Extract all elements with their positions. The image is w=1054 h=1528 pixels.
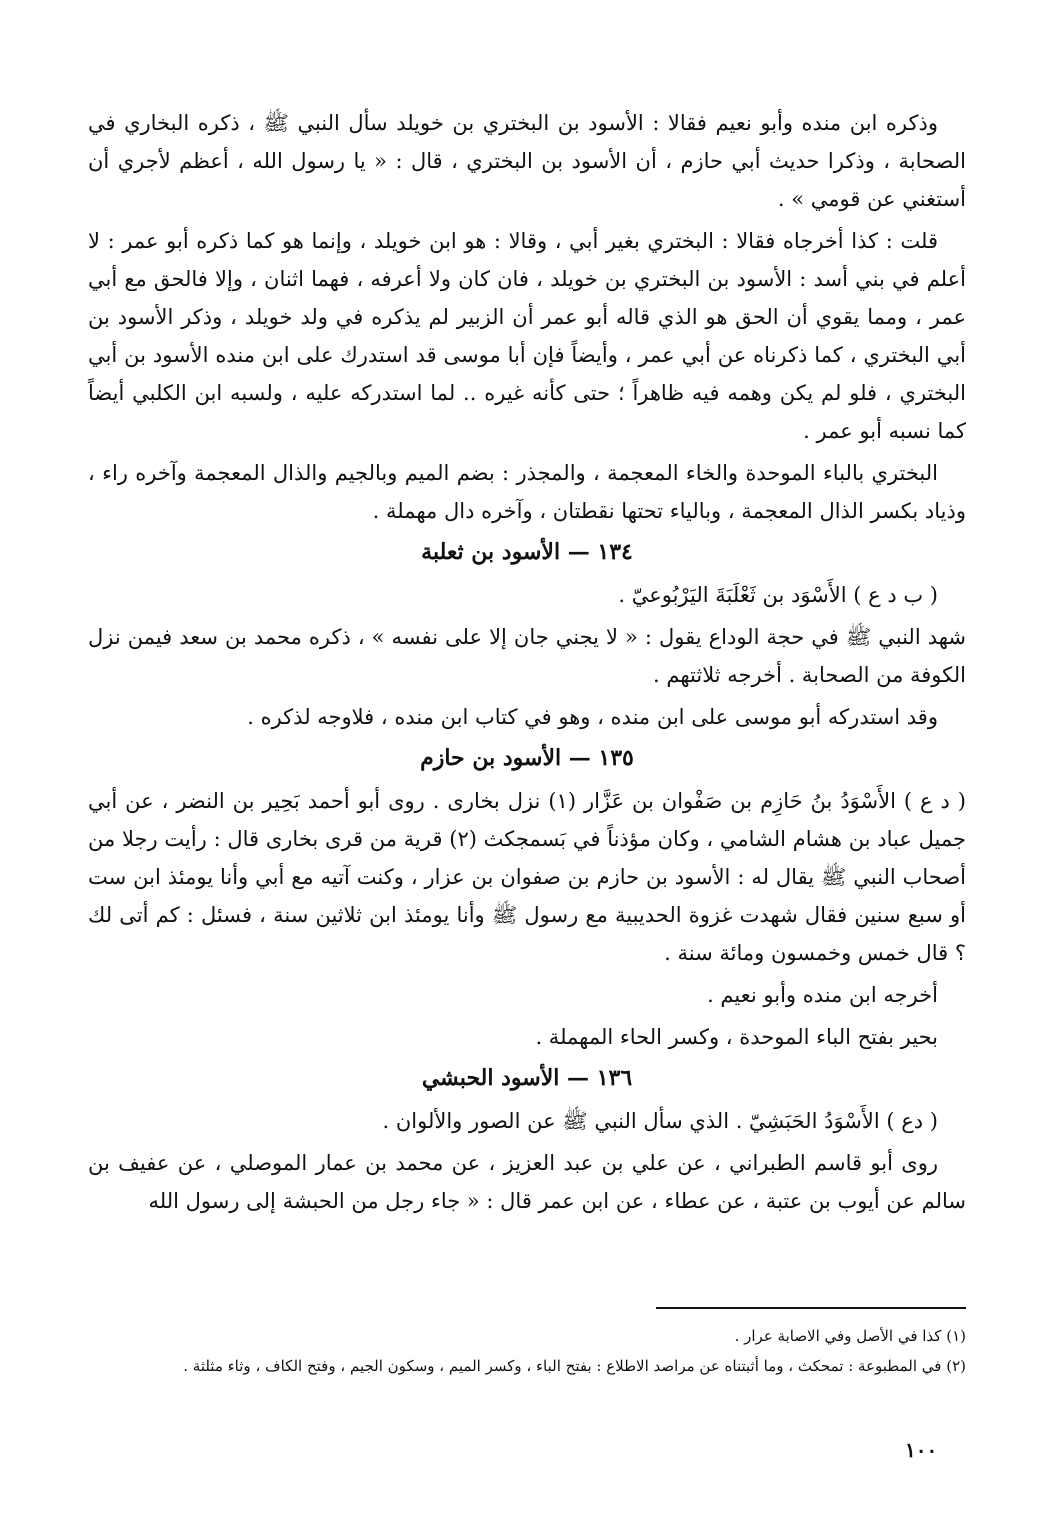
paragraph: البختري بالباء الموحدة والخاء المعجمة ، والمجذر : بضم الميم وبالجيم والذال المعجمة وآخره راء ، وذياد بكسر الذال المعجمة ، وبالياء تحتها نقطتان ، وآخره دال مهملة . — [88, 461, 966, 523]
paragraph: ( د ع ) الأَسْوَدُ بنُ حَازِم بن صَفْوان بن عَزَّار (١) نزل بخارى . روى أبو أحمد بَحِير بن النضر ، عن أبي جميل عباد بن هشام الشامي ، وكان مؤذناً في بَسمجكث (٢) قرية من قرى بخارى قال : رأيت رجلا من أصحاب النبي ﷺ يقال له : الأسود بن حازم بن صفوان بن عزار ، وكنت آتيه مع أبي وأنا يومئذ ابن ست أو سبع سنين فقال شهدت غزوة الحديبية مع رسول ﷺ وأنا يومئذ ابن ثلاثين سنة ، فسئل : كم أتى لك ؟ قال خمس وخمسون ومائة سنة . — [88, 789, 966, 965]
paragraph: ( دع ) الأَسْوَدُ الحَبَشِيّ . الذي سأل النبي ﷺ عن الصور والألوان . — [382, 1109, 938, 1133]
section-heading: ١٣٤ — الأسود بن ثعلبة — [421, 539, 633, 565]
footnote-divider — [656, 1307, 966, 1309]
paragraph: بحير بفتح الباء الموحدة ، وكسر الحاء المهملة . — [535, 1025, 938, 1049]
footnote: (١) كذا في الأصل وفي الاصابة عرار . — [734, 1327, 966, 1345]
paragraph: وذكره ابن منده وأبو نعيم فقالا : الأسود بن البختري بن خويلد سأل النبي ﷺ ، ذكره البخاري في الصحابة ، وذكرا حديث أبي حازم ، أن الأسود بن البختري ، قال : « يا رسول الله ، أعظم لأجري أن أستغني عن قومي » . — [88, 111, 966, 211]
paragraph: أخرجه ابن منده وأبو نعيم . — [707, 983, 938, 1007]
paragraph: شهد النبي ﷺ في حجة الوداع يقول : « لا يجني جان إلا على نفسه » ، ذكره محمد بن سعد فيمن نزل الكوفة من الصحابة . أخرجه ثلاثتهم . — [88, 625, 966, 687]
paragraph: ( ب د ع ) الأَسْوَد بن ثَعْلَبَةَ اليَرْبُوعيّ . — [618, 583, 938, 607]
paragraph: وقد استدركه أبو موسى على ابن منده ، وهو في كتاب ابن منده ، فلاوجه لذكره . — [247, 705, 938, 729]
section-heading: ١٣٦ — الأسود الحبشي — [421, 1065, 633, 1091]
paragraph: قلت : كذا أخرجاه فقالا : البختري بغير أبي ، وقالا : هو ابن خويلد ، وإنما هو كما ذكره أبو عمر : لا أعلم في بني أسد : الأسود بن البختري بن خويلد ، فان كان ولا أعرفه ، فهما اثنان ، وإلا فالحق مع أبي عمر ، ومما يقوي أن الحق هو الذي قاله أبو عمر أن الزبير لم يذكره في ولد خويلد ، وذكر الأسود بن أبي البختري ، كما ذكرناه عن أبي عمر ، وأيضاً فإن أبا موسى قد استدرك على ابن منده الأسود بن أبي البختري ، فلو لم يكن وهمه فيه ظاهراً ؛ حتى كأنه غيره .. لما استدركه عليه ، ولسبه ابن الكلبي أيضاً كما نسبه أبو عمر . — [88, 229, 966, 443]
footnote: (٢) في المطبوعة : تمحكث ، وما أثبتناه عن مراصد الاطلاع : بفتح الباء ، وكسر الميم ، وسكون الجيم ، وفتح الكاف ، وثاء مثلثة . — [183, 1357, 966, 1375]
page-body — [88, 104, 966, 1224]
footnotes — [88, 1307, 966, 1381]
page-number: ١٠٠ — [905, 1438, 938, 1462]
paragraph: روى أبو قاسم الطبراني ، عن علي بن عبد العزيز ، عن محمد بن عمار الموصلي ، عن عفيف بن سالم عن أيوب بن عتبة ، عن عطاء ، عن ابن عمر قال : « جاء رجل من الحبشة إلى رسول الله — [88, 1151, 966, 1213]
section-heading: ١٣٥ — الأسود بن حازم — [420, 745, 634, 771]
